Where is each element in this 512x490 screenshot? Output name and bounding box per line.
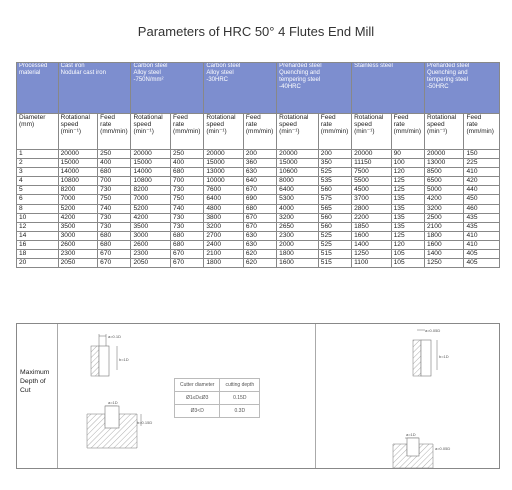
diameter-cell: 8: [17, 204, 59, 213]
diameter-header: Diameter (mm): [17, 114, 59, 150]
speed-cell: 3000: [58, 231, 98, 240]
table-row: [17, 231, 500, 240]
speed-cell: 4000: [277, 204, 319, 213]
speed-cell: 6400: [277, 186, 319, 195]
speed-cell: 2500: [424, 213, 464, 222]
speed-cell: 2600: [131, 240, 171, 249]
speed-cell: 5300: [277, 195, 319, 204]
speed-cell: 5500: [352, 177, 392, 186]
feed-cell: 400: [98, 159, 131, 168]
speed-cell: 3800: [204, 213, 244, 222]
speed-cell: 1800: [424, 231, 464, 240]
max-depth-of-cut-section: [16, 323, 500, 469]
feed-cell: 410: [464, 168, 500, 177]
speed-header: Rotational speed (min⁻¹): [58, 114, 98, 150]
svg-text:a=0.05D: a=0.05D: [435, 446, 451, 451]
speed-header: Rotational speed (min⁻¹): [277, 114, 319, 150]
speed-cell: 2000: [277, 240, 319, 249]
table-row: [17, 259, 500, 268]
speed-cell: 3000: [131, 231, 171, 240]
feed-cell: 700: [171, 177, 204, 186]
dim-a-label: a=0.1D: [108, 334, 122, 339]
feed-header: Feed rate (mm/min): [98, 114, 131, 150]
feed-cell: 90: [391, 150, 424, 159]
header-processed-material: Processed material: [17, 63, 59, 114]
cutting-depth-cell: 0.15D: [220, 392, 260, 405]
parameters-table: [16, 62, 500, 268]
feed-cell: 670: [243, 222, 276, 231]
speed-cell: 2300: [277, 231, 319, 240]
diameter-cell: 18: [17, 250, 59, 259]
feed-cell: 670: [98, 250, 131, 259]
speed-cell: 2100: [424, 222, 464, 231]
feed-header: Feed rate (mm/min): [464, 114, 500, 150]
speed-cell: 1100: [352, 259, 392, 268]
speed-header: Rotational speed (min⁻¹): [352, 114, 392, 150]
speed-cell: 1800: [204, 259, 244, 268]
speed-cell: 1250: [352, 250, 392, 259]
dim-a-right-label: a=0.05D: [425, 328, 441, 333]
diameter-cell: 10: [17, 213, 59, 222]
cutting-depth-cell: 0.3D: [220, 405, 260, 418]
dim-b-label: b=1D: [119, 357, 129, 362]
cutter-diameter-cell: Ø3<D: [175, 405, 220, 418]
feed-header: Feed rate (mm/min): [318, 114, 351, 150]
feed-cell: 730: [171, 222, 204, 231]
feed-cell: 250: [98, 150, 131, 159]
feed-cell: 420: [464, 177, 500, 186]
feed-header: Feed rate (mm/min): [243, 114, 276, 150]
speed-cell: 20000: [58, 150, 98, 159]
feed-cell: 405: [464, 250, 500, 259]
feed-cell: 620: [243, 250, 276, 259]
feed-cell: 105: [391, 250, 424, 259]
feed-cell: 620: [243, 259, 276, 268]
feed-cell: 730: [171, 213, 204, 222]
feed-cell: 200: [318, 150, 351, 159]
feed-cell: 125: [391, 177, 424, 186]
feed-cell: 525: [318, 168, 351, 177]
speed-cell: 1400: [352, 240, 392, 249]
speed-cell: 2700: [204, 231, 244, 240]
feed-cell: 630: [243, 168, 276, 177]
feed-cell: 640: [243, 177, 276, 186]
speed-cell: 14000: [58, 168, 98, 177]
speed-cell: 2050: [131, 259, 171, 268]
speed-cell: 15000: [131, 159, 171, 168]
speed-cell: 15000: [58, 159, 98, 168]
speed-cell: 3200: [424, 204, 464, 213]
speed-cell: 3200: [204, 222, 244, 231]
feed-cell: 535: [318, 177, 351, 186]
speed-cell: 1400: [424, 250, 464, 259]
speed-cell: 13000: [424, 159, 464, 168]
feed-cell: 680: [243, 204, 276, 213]
speed-cell: 5000: [424, 186, 464, 195]
feed-cell: 100: [391, 159, 424, 168]
svg-text:a=1D: a=1D: [406, 432, 416, 437]
table-row: [17, 186, 500, 195]
speed-cell: 20000: [424, 150, 464, 159]
table-row: [17, 250, 500, 259]
feed-cell: 560: [318, 222, 351, 231]
slot-milling-diagram: [77, 326, 167, 468]
feed-cell: 670: [171, 259, 204, 268]
feed-cell: 435: [464, 213, 500, 222]
feed-cell: 515: [318, 259, 351, 268]
feed-cell: 690: [243, 195, 276, 204]
feed-cell: 565: [318, 204, 351, 213]
speed-cell: 20000: [277, 150, 319, 159]
header-preharded-40hrc: Preharded steel Quenching and tempering steel -40HRC: [277, 63, 352, 114]
diameter-cell: 6: [17, 195, 59, 204]
speed-cell: 2800: [352, 204, 392, 213]
speed-cell: 1600: [352, 231, 392, 240]
speed-cell: 20000: [131, 150, 171, 159]
feed-cell: 125: [391, 186, 424, 195]
dim-a-mid-label: a=1D: [108, 400, 118, 405]
side-milling-hard-figure: [413, 328, 449, 376]
speed-cell: 3700: [352, 195, 392, 204]
max-depth-label: Maximum Depth of Cut: [20, 369, 50, 394]
feed-cell: 250: [171, 150, 204, 159]
feed-cell: 450: [464, 195, 500, 204]
feed-cell: 135: [391, 213, 424, 222]
feed-cell: 515: [318, 250, 351, 259]
diameter-cell: 2: [17, 159, 59, 168]
speed-cell: 8500: [424, 168, 464, 177]
feed-cell: 700: [98, 177, 131, 186]
table-row: [17, 150, 500, 159]
speed-cell: 20000: [352, 150, 392, 159]
feed-cell: 460: [464, 204, 500, 213]
speed-cell: 1250: [424, 259, 464, 268]
feed-cell: 750: [171, 195, 204, 204]
feed-cell: 440: [464, 186, 500, 195]
speed-cell: 10600: [277, 168, 319, 177]
speed-cell: 4800: [204, 204, 244, 213]
material-header-row: [17, 63, 500, 114]
feed-cell: 135: [391, 204, 424, 213]
speed-cell: 14000: [131, 168, 171, 177]
speed-cell: 8000: [277, 177, 319, 186]
diameter-cell: 12: [17, 222, 59, 231]
feed-cell: 560: [318, 213, 351, 222]
cutter-diameter-cell: Ø1≤D≤Ø3: [175, 392, 220, 405]
table-row: [17, 222, 500, 231]
speed-cell: 10800: [131, 177, 171, 186]
cutter-diameter-header: Cutter diameter: [175, 379, 220, 392]
header-preharded-50hrc: Preharded steel Quenching and tempering steel -50HRC: [424, 63, 499, 114]
speed-cell: 20000: [204, 150, 244, 159]
speed-cell: 2650: [277, 222, 319, 231]
feed-cell: 670: [243, 213, 276, 222]
speed-cell: 5200: [58, 204, 98, 213]
feed-cell: 750: [98, 195, 131, 204]
feed-cell: 410: [464, 231, 500, 240]
diameter-cell: 3: [17, 168, 59, 177]
diameter-cell: 4: [17, 177, 59, 186]
feed-header: Feed rate (mm/min): [391, 114, 424, 150]
speed-cell: 7000: [131, 195, 171, 204]
feed-cell: 670: [243, 186, 276, 195]
speed-cell: 4200: [131, 213, 171, 222]
speed-cell: 7600: [204, 186, 244, 195]
feed-cell: 525: [318, 231, 351, 240]
feed-cell: 400: [171, 159, 204, 168]
table-row: [17, 240, 500, 249]
feed-cell: 350: [318, 159, 351, 168]
speed-cell: 1600: [277, 259, 319, 268]
cutting-depth-table: [174, 378, 260, 418]
feed-cell: 135: [391, 222, 424, 231]
speed-cell: 13000: [204, 168, 244, 177]
cutting-depth-header: cutting depth: [220, 379, 260, 392]
header-cast-iron: Cast iron Nodular cast iron: [58, 63, 131, 114]
side-milling-figure: [91, 334, 129, 376]
feed-cell: 120: [391, 168, 424, 177]
speed-cell: 1600: [424, 240, 464, 249]
diameter-cell: 14: [17, 231, 59, 240]
speed-cell: 6400: [204, 195, 244, 204]
column-header-row: [17, 114, 500, 150]
feed-cell: 405: [464, 259, 500, 268]
diameter-cell: 1: [17, 150, 59, 159]
feed-cell: 410: [464, 240, 500, 249]
feed-cell: 360: [243, 159, 276, 168]
speed-cell: 3500: [131, 222, 171, 231]
speed-header: Rotational speed (min⁻¹): [131, 114, 171, 150]
dim-b-right-label: b=1D: [439, 354, 449, 359]
slot-milling-figure: [87, 400, 152, 448]
table-row: [17, 204, 500, 213]
speed-cell: 2300: [131, 250, 171, 259]
slot-milling-hard-figure: [393, 432, 450, 468]
feed-header: Feed rate (mm/min): [171, 114, 204, 150]
feed-cell: 525: [318, 240, 351, 249]
speed-cell: 2400: [204, 240, 244, 249]
feed-cell: 670: [98, 259, 131, 268]
feed-cell: 680: [171, 168, 204, 177]
diameter-cell: 16: [17, 240, 59, 249]
speed-cell: 7000: [58, 195, 98, 204]
speed-header: Rotational speed (min⁻¹): [204, 114, 244, 150]
speed-cell: 11150: [352, 159, 392, 168]
feed-cell: 730: [171, 186, 204, 195]
speed-cell: 15000: [204, 159, 244, 168]
header-carbon-steel-750: Carbon steel Alloy steel -750N/mm²: [131, 63, 204, 114]
feed-cell: 680: [98, 240, 131, 249]
speed-cell: 10000: [204, 177, 244, 186]
speed-cell: 2100: [204, 250, 244, 259]
speed-cell: 1850: [352, 222, 392, 231]
feed-cell: 740: [98, 204, 131, 213]
feed-cell: 135: [391, 195, 424, 204]
feed-cell: 200: [243, 150, 276, 159]
table-row: [17, 177, 500, 186]
feed-cell: 630: [243, 231, 276, 240]
speed-cell: 4200: [424, 195, 464, 204]
speed-cell: 8200: [58, 186, 98, 195]
speed-cell: 4500: [352, 186, 392, 195]
speed-cell: 2050: [58, 259, 98, 268]
feed-cell: 225: [464, 159, 500, 168]
speed-cell: 1800: [277, 250, 319, 259]
speed-cell: 6500: [424, 177, 464, 186]
feed-cell: 125: [391, 231, 424, 240]
speed-cell: 10800: [58, 177, 98, 186]
speed-cell: 2300: [58, 250, 98, 259]
diameter-cell: 20: [17, 259, 59, 268]
header-stainless-steel: Stainless steel: [352, 63, 425, 114]
feed-cell: 730: [98, 213, 131, 222]
speed-cell: 3200: [277, 213, 319, 222]
feed-cell: 120: [391, 240, 424, 249]
table-row: [17, 159, 500, 168]
speed-header: Rotational speed (min⁻¹): [424, 114, 464, 150]
feed-cell: 575: [318, 195, 351, 204]
feed-cell: 730: [98, 222, 131, 231]
feed-cell: 105: [391, 259, 424, 268]
speed-cell: 2200: [352, 213, 392, 222]
feed-cell: 680: [171, 240, 204, 249]
feed-cell: 670: [171, 250, 204, 259]
feed-cell: 680: [98, 231, 131, 240]
feed-cell: 630: [243, 240, 276, 249]
speed-cell: 3500: [58, 222, 98, 231]
feed-cell: 730: [98, 186, 131, 195]
feed-cell: 680: [171, 231, 204, 240]
feed-cell: 740: [171, 204, 204, 213]
feed-cell: 435: [464, 222, 500, 231]
speed-cell: 2600: [58, 240, 98, 249]
speed-cell: 5200: [131, 204, 171, 213]
header-carbon-steel-30hrc: Carbon steel Alloy steel -30HRC: [204, 63, 277, 114]
table-row: [17, 168, 500, 177]
speed-cell: 4200: [58, 213, 98, 222]
speed-cell: 8200: [131, 186, 171, 195]
feed-cell: 680: [98, 168, 131, 177]
speed-cell: 7500: [352, 168, 392, 177]
page-title: Parameters of HRC 50° 4 Flutes End Mill: [137, 24, 375, 39]
diameter-cell: 5: [17, 186, 59, 195]
table-row: [17, 213, 500, 222]
speed-cell: 15000: [277, 159, 319, 168]
feed-cell: 560: [318, 186, 351, 195]
hard-material-diagram: [377, 326, 477, 468]
dim-b-mid-label: b=0.15D: [137, 420, 153, 425]
table-row: [17, 195, 500, 204]
feed-cell: 150: [464, 150, 500, 159]
